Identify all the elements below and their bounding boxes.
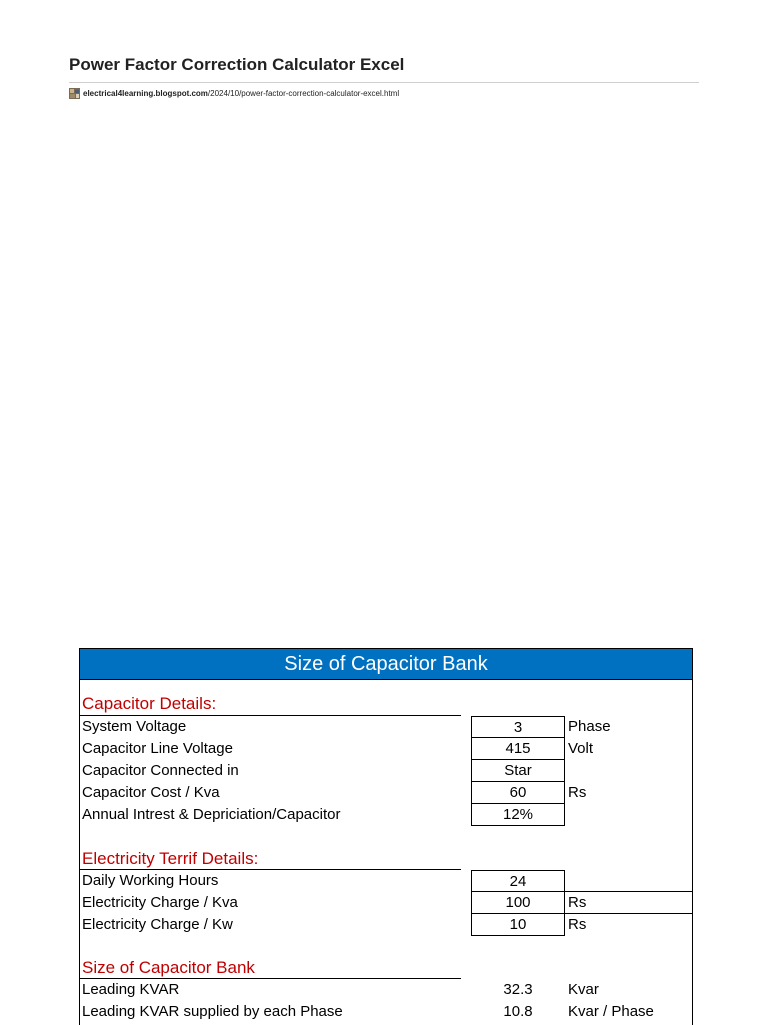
row-capacitor-line-voltage: [80, 738, 692, 760]
row-label: Annual Intrest & Depriciation/Capacitor: [82, 806, 341, 823]
row-label: Capacitor Connected in: [82, 762, 239, 779]
page-title: Power Factor Correction Calculator Excel: [69, 55, 405, 74]
row-label: System Voltage: [82, 718, 187, 735]
row-charge-per-kw: [80, 914, 692, 936]
source-domain[interactable]: electrical4learning.blogspot.com: [83, 88, 208, 98]
row-annual-interest: [80, 804, 692, 826]
row-label: Leading KVAR: [82, 981, 180, 998]
source-link[interactable]: [69, 87, 399, 99]
value-cell: 32.3: [503, 981, 533, 998]
value-cell[interactable]: 3: [471, 716, 565, 738]
row-system-voltage: [80, 716, 692, 738]
row-label: Capacitor Line Voltage: [82, 740, 233, 757]
row-capacitor-connected-in: [80, 760, 692, 782]
row-capacitor-cost: [80, 782, 692, 804]
sheet-title: Size of Capacitor Bank: [80, 649, 692, 680]
row-leading-kvar: [80, 979, 692, 1001]
source-path[interactable]: /2024/10/power-factor-correction-calculator-excel.html: [207, 88, 400, 98]
value-cell[interactable]: 12%: [471, 804, 565, 826]
row-charge-per-kva: [80, 892, 692, 914]
row-daily-working-hours: [80, 870, 692, 892]
capacitor-bank-sheet: [79, 648, 693, 1025]
value-cell[interactable]: 60: [471, 782, 565, 804]
unit-label: Kvar / Phase: [568, 1003, 654, 1020]
unit-label: Rs: [568, 784, 587, 801]
unit-label: Phase: [568, 718, 611, 735]
section-title-tariff-details: Electricity Terrif Details:: [82, 849, 259, 868]
row-label: Electricity Charge / Kw: [82, 916, 233, 933]
row-label: Leading KVAR supplied by each Phase: [82, 1003, 343, 1020]
row-label: Electricity Charge / Kva: [82, 894, 238, 911]
section-title-capacitor-details: Capacitor Details:: [82, 694, 217, 713]
value-cell[interactable]: 100: [471, 892, 565, 914]
section-title-bank-size: Size of Capacitor Bank: [82, 958, 255, 977]
row-label: Daily Working Hours: [82, 872, 219, 889]
unit-label: Kvar: [568, 981, 599, 998]
unit-label: Rs: [568, 916, 587, 933]
row-label: Capacitor Cost / Kva: [82, 784, 220, 801]
value-cell[interactable]: 10: [471, 914, 565, 936]
site-favicon-icon: [69, 88, 80, 99]
value-cell[interactable]: 24: [471, 870, 565, 892]
value-cell[interactable]: 415: [471, 738, 565, 760]
title-divider: [69, 82, 699, 83]
unit-label: Rs: [568, 894, 587, 911]
row-leading-kvar-per-phase: [80, 1001, 692, 1023]
value-cell[interactable]: Star: [471, 760, 565, 782]
unit-label: Volt: [568, 740, 594, 757]
value-cell: 10.8: [503, 1003, 533, 1020]
